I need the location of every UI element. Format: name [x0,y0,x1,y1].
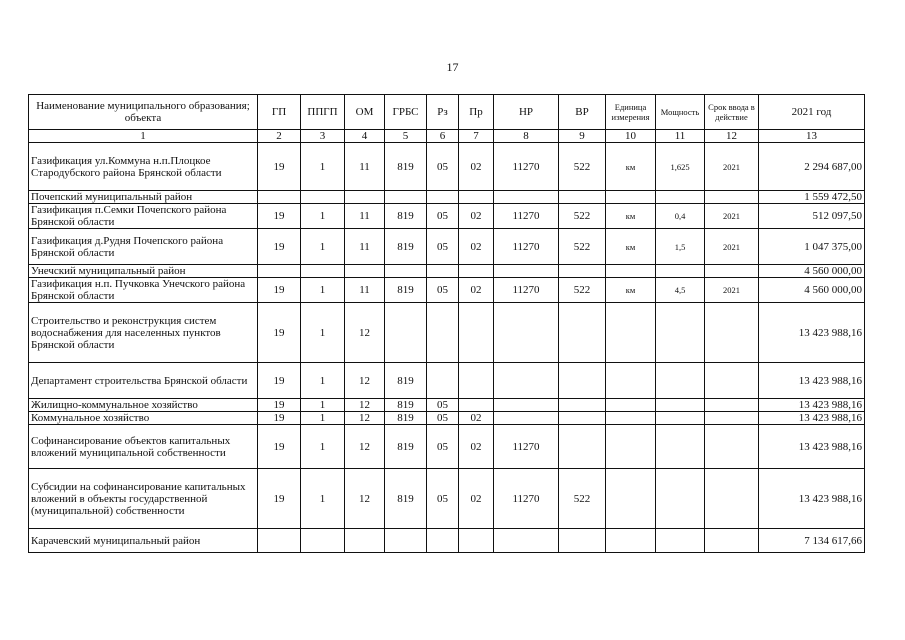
cell-om: 12 [345,363,385,399]
cell-rz: 05 [427,399,459,412]
cell-ppgp: 1 [301,229,345,265]
cell-om: 12 [345,425,385,469]
table-row [29,412,865,425]
column-number: 4 [345,130,385,143]
cell-gp: 19 [258,425,301,469]
cell-unit: км [606,278,656,303]
cell-om: 11 [345,204,385,229]
cell-power [656,425,705,469]
column-number: 3 [301,130,345,143]
table-row [29,529,865,553]
cell-rz: 05 [427,143,459,191]
cell-gp: 19 [258,469,301,529]
cell-rz: 05 [427,229,459,265]
cell-vr [559,425,606,469]
cell-pr: 02 [459,143,494,191]
cell-nr: 11270 [494,204,559,229]
cell-vr [559,529,606,553]
cell-name: Газификация ул.Коммуна н.п.Плоцкое Стародубского района Брянской области [29,143,258,191]
table-row [29,191,865,204]
cell-nr: 11270 [494,143,559,191]
column-number: 8 [494,130,559,143]
cell-pr [459,191,494,204]
cell-om: 12 [345,469,385,529]
cell-power: 0,4 [656,204,705,229]
header-amount: 2021 год [759,95,865,130]
cell-name: Департамент строительства Брянской области [29,363,258,399]
cell-amount: 13 423 988,16 [759,399,865,412]
cell-term [705,425,759,469]
table-row [29,229,865,265]
cell-grbs [385,303,427,363]
cell-gp: 19 [258,229,301,265]
cell-gp: 19 [258,399,301,412]
cell-power [656,529,705,553]
column-number: 5 [385,130,427,143]
cell-rz: 05 [427,204,459,229]
header-unit: Единица измерения [606,95,656,130]
table-row [29,265,865,278]
column-number: 7 [459,130,494,143]
cell-pr [459,529,494,553]
cell-vr [559,265,606,278]
cell-ppgp: 1 [301,143,345,191]
cell-unit [606,529,656,553]
table-row [29,425,865,469]
column-number: 6 [427,130,459,143]
cell-term [705,363,759,399]
cell-rz [427,265,459,278]
cell-vr [559,412,606,425]
cell-name: Унечский муниципальный район [29,265,258,278]
table-row [29,469,865,529]
cell-grbs: 819 [385,412,427,425]
cell-term: 2021 [705,143,759,191]
column-number: 9 [559,130,606,143]
cell-unit: км [606,229,656,265]
cell-gp: 19 [258,412,301,425]
cell-amount: 13 423 988,16 [759,469,865,529]
cell-term: 2021 [705,204,759,229]
cell-term: 2021 [705,278,759,303]
cell-vr: 522 [559,143,606,191]
cell-vr [559,303,606,363]
cell-unit [606,412,656,425]
cell-nr [494,412,559,425]
cell-unit [606,399,656,412]
table-row [29,363,865,399]
cell-term [705,412,759,425]
header-name: Наименование муниципального образования; объекта [29,95,258,130]
cell-term [705,469,759,529]
cell-ppgp: 1 [301,412,345,425]
cell-pr [459,303,494,363]
cell-rz [427,191,459,204]
cell-pr [459,399,494,412]
cell-grbs: 819 [385,469,427,529]
cell-grbs: 819 [385,143,427,191]
cell-name: Газификация п.Семки Почепского района Брянской области [29,204,258,229]
cell-name: Коммунальное хозяйство [29,412,258,425]
cell-pr: 02 [459,278,494,303]
cell-amount: 13 423 988,16 [759,303,865,363]
cell-term [705,265,759,278]
cell-grbs: 819 [385,278,427,303]
cell-pr: 02 [459,412,494,425]
cell-name: Жилищно-коммунальное хозяйство [29,399,258,412]
header-nr: НР [494,95,559,130]
cell-nr: 11270 [494,469,559,529]
column-number: 13 [759,130,865,143]
cell-vr: 522 [559,278,606,303]
cell-grbs: 819 [385,363,427,399]
cell-amount: 1 047 375,00 [759,229,865,265]
header-gp: ГП [258,95,301,130]
cell-rz: 05 [427,425,459,469]
cell-rz [427,363,459,399]
cell-name: Карачевский муниципальный район [29,529,258,553]
cell-power [656,412,705,425]
cell-term [705,191,759,204]
cell-gp: 19 [258,204,301,229]
cell-grbs: 819 [385,399,427,412]
cell-power: 1,625 [656,143,705,191]
cell-grbs [385,529,427,553]
cell-unit [606,469,656,529]
cell-pr [459,265,494,278]
cell-ppgp: 1 [301,363,345,399]
cell-rz: 05 [427,469,459,529]
cell-rz: 05 [427,278,459,303]
cell-unit [606,191,656,204]
cell-grbs: 819 [385,425,427,469]
cell-term [705,399,759,412]
cell-grbs: 819 [385,204,427,229]
cell-nr: 11270 [494,425,559,469]
cell-name: Строительство и реконструкция систем водоснабжения для населенных пунктов Брянской области [29,303,258,363]
cell-om [345,191,385,204]
cell-name: Субсидии на софинансирование капитальных вложений в объекты государственной (муниципальной) собственности [29,469,258,529]
cell-gp [258,265,301,278]
cell-nr: 11270 [494,278,559,303]
cell-vr [559,399,606,412]
cell-power [656,303,705,363]
cell-ppgp: 1 [301,204,345,229]
cell-unit: км [606,204,656,229]
cell-om [345,265,385,278]
cell-power: 4,5 [656,278,705,303]
cell-ppgp [301,265,345,278]
cell-unit: км [606,143,656,191]
cell-vr: 522 [559,229,606,265]
cell-gp: 19 [258,278,301,303]
cell-amount: 4 560 000,00 [759,278,865,303]
cell-gp [258,191,301,204]
header-rz: Рз [427,95,459,130]
column-number: 10 [606,130,656,143]
table-row [29,278,865,303]
cell-amount: 7 134 617,66 [759,529,865,553]
cell-gp: 19 [258,363,301,399]
cell-nr [494,191,559,204]
cell-vr [559,191,606,204]
cell-ppgp: 1 [301,399,345,412]
cell-name: Газификация д.Рудня Почепского района Брянской области [29,229,258,265]
cell-unit [606,265,656,278]
cell-om: 11 [345,229,385,265]
cell-vr: 522 [559,204,606,229]
cell-amount: 13 423 988,16 [759,363,865,399]
header-om: ОМ [345,95,385,130]
cell-amount: 4 560 000,00 [759,265,865,278]
cell-rz [427,303,459,363]
cell-grbs [385,265,427,278]
cell-nr [494,529,559,553]
page-number: 17 [446,60,459,74]
header-vr: ВР [559,95,606,130]
cell-power [656,265,705,278]
header-grbs: ГРБС [385,95,427,130]
cell-name: Почепский муниципальный район [29,191,258,204]
cell-rz: 05 [427,412,459,425]
table-row [29,399,865,412]
cell-amount: 13 423 988,16 [759,412,865,425]
table-row [29,303,865,363]
column-number: 11 [656,130,705,143]
cell-grbs: 819 [385,229,427,265]
cell-rz [427,529,459,553]
cell-amount: 13 423 988,16 [759,425,865,469]
column-number: 2 [258,130,301,143]
cell-nr [494,303,559,363]
cell-om: 12 [345,303,385,363]
cell-pr [459,363,494,399]
column-number-row [29,130,865,143]
cell-unit [606,303,656,363]
cell-nr [494,363,559,399]
cell-om: 11 [345,278,385,303]
cell-pr: 02 [459,204,494,229]
cell-amount: 512 097,50 [759,204,865,229]
cell-om: 11 [345,143,385,191]
table-body [29,143,865,553]
budget-table [28,94,865,553]
cell-ppgp: 1 [301,425,345,469]
cell-gp: 19 [258,143,301,191]
cell-amount: 1 559 472,50 [759,191,865,204]
cell-pr: 02 [459,469,494,529]
cell-power [656,363,705,399]
cell-term: 2021 [705,229,759,265]
header-row [29,95,865,130]
header-ppgp: ППГП [301,95,345,130]
cell-ppgp: 1 [301,469,345,529]
column-number: 1 [29,130,258,143]
cell-pr: 02 [459,425,494,469]
cell-ppgp [301,191,345,204]
cell-ppgp: 1 [301,278,345,303]
cell-om: 12 [345,412,385,425]
header-pr: Пр [459,95,494,130]
column-number: 12 [705,130,759,143]
cell-om [345,529,385,553]
cell-term [705,529,759,553]
cell-grbs [385,191,427,204]
table-row [29,204,865,229]
header-term: Срок ввода в действие [705,95,759,130]
cell-nr [494,265,559,278]
cell-power [656,399,705,412]
cell-nr: 11270 [494,229,559,265]
cell-vr: 522 [559,469,606,529]
cell-unit [606,425,656,469]
table-row [29,143,865,191]
cell-ppgp [301,529,345,553]
cell-nr [494,399,559,412]
cell-unit [606,363,656,399]
cell-power [656,469,705,529]
cell-vr [559,363,606,399]
cell-pr: 02 [459,229,494,265]
cell-power: 1,5 [656,229,705,265]
header-power: Мощность [656,95,705,130]
cell-name: Софинансирование объектов капитальных вложений муниципальной собственности [29,425,258,469]
cell-power [656,191,705,204]
cell-term [705,303,759,363]
cell-gp [258,529,301,553]
cell-name: Газификация н.п. Пучковка Унечского района Брянской области [29,278,258,303]
cell-om: 12 [345,399,385,412]
cell-amount: 2 294 687,00 [759,143,865,191]
cell-ppgp: 1 [301,303,345,363]
cell-gp: 19 [258,303,301,363]
